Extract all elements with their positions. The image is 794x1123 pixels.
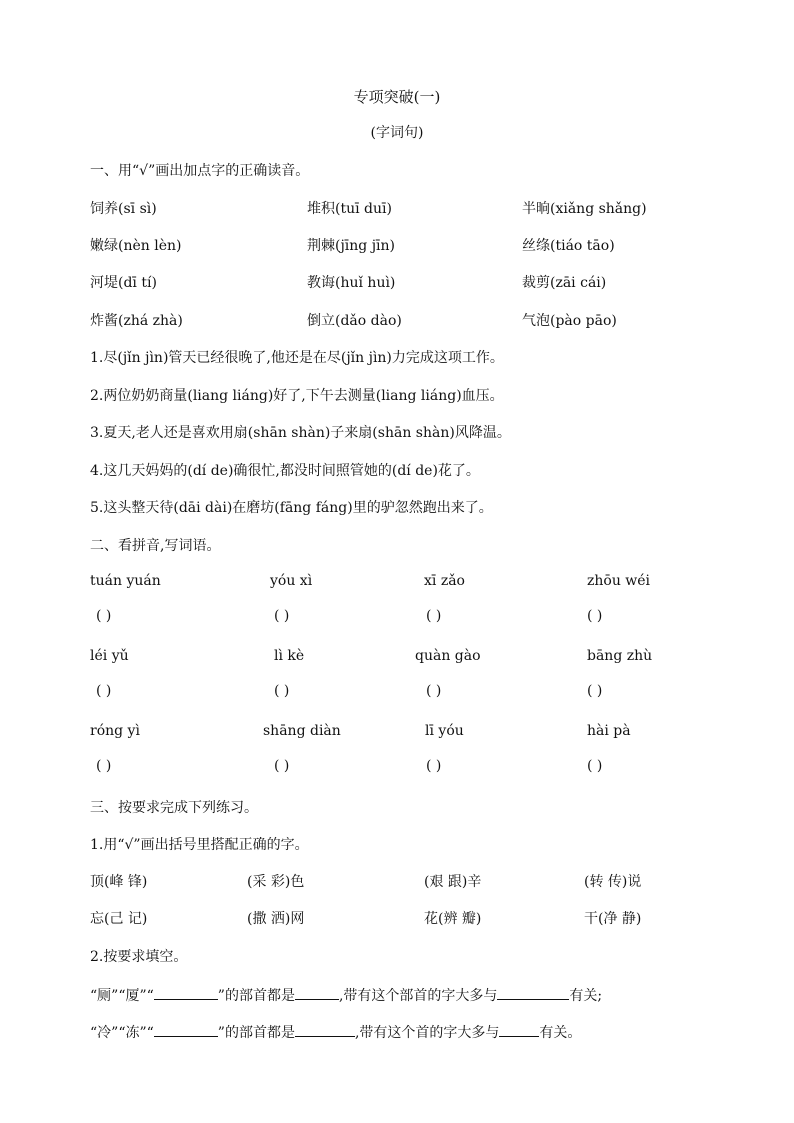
fill-text: ,带有这个首的字大多与 <box>354 1025 500 1041</box>
pinyin-item: quàn gào <box>415 648 481 664</box>
page-title: 专项突破(一) <box>353 88 441 106</box>
pinyin-row <box>90 648 730 668</box>
pronunciation-row <box>90 310 730 330</box>
fill-blank[interactable] <box>499 1022 539 1037</box>
pronunciation-item: 气泡(pào pāo) <box>522 313 617 329</box>
answer-blank[interactable]: ( ) <box>96 758 112 774</box>
answer-blank[interactable]: ( ) <box>587 608 603 624</box>
pinyin-item: léi yǔ <box>90 648 129 664</box>
section3-heading: 三、按要求完成下列练习。 <box>90 800 258 816</box>
pinyin-item: tuán yuán <box>90 573 161 589</box>
answer-blank[interactable]: ( ) <box>426 608 442 624</box>
fill-text: “厕”“厦”“ <box>90 988 154 1004</box>
pinyin-item: shāng diàn <box>263 723 341 739</box>
pronunciation-item: 嫩绿(nèn lèn) <box>90 238 182 254</box>
section1-heading: 一、用“√”画出加点字的正确读音。 <box>90 163 310 179</box>
pinyin-row <box>90 723 730 743</box>
pronunciation-item: 荆棘(jīng jīn) <box>307 238 396 254</box>
word-choice-row <box>90 871 730 891</box>
page-subtitle: (字词句) <box>370 125 424 141</box>
answer-blank[interactable]: ( ) <box>426 683 442 699</box>
fill-text: ,带有这个部首的字大多与 <box>338 988 498 1004</box>
pronunciation-item: 裁剪(zāi cái) <box>522 275 607 291</box>
pinyin-row <box>90 573 730 593</box>
sentence-3: 3.夏天,老人还是喜欢用扇(shān shàn)子来扇(shān shàn)风降温。 <box>90 425 511 441</box>
section2-heading: 二、看拼音,写词语。 <box>90 538 221 554</box>
answer-blank[interactable]: ( ) <box>274 758 290 774</box>
pinyin-item: zhōu wéi <box>587 573 651 589</box>
word-choice-row <box>90 908 730 928</box>
answer-row <box>90 758 730 778</box>
pronunciation-item: 教诲(huǐ huì) <box>307 275 396 291</box>
answer-blank[interactable]: ( ) <box>587 683 603 699</box>
word-choice-item: (艰 跟)辛 <box>424 874 482 890</box>
answer-blank[interactable]: ( ) <box>274 683 290 699</box>
pronunciation-item: 堆积(tuī duī) <box>307 201 392 217</box>
pinyin-item: yóu xì <box>270 573 313 589</box>
sentence-1: 1.尽(jǐn jìn)管天已经很晚了,他还是在尽(jǐn jìn)力完成这项工作。 <box>90 350 504 366</box>
sentence-4: 4.这几天妈妈的(dí de)确很忙,都没时间照管她的(dí de)花了。 <box>90 463 480 479</box>
fill-blank[interactable] <box>154 1022 218 1037</box>
answer-blank[interactable]: ( ) <box>587 758 603 774</box>
pronunciation-item: 半晌(xiǎng shǎng) <box>522 201 647 217</box>
pronunciation-item: 丝绦(tiáo tāo) <box>522 238 615 254</box>
fill-blank[interactable] <box>295 985 339 1000</box>
word-choice-item: 干(净 静) <box>584 911 642 927</box>
word-choice-item: (撒 洒)网 <box>247 911 305 927</box>
fill-text: 有关; <box>569 988 603 1004</box>
pronunciation-row <box>90 198 730 218</box>
question-2: 2.按要求填空。 <box>90 949 188 965</box>
fill-text: “冷”“冻”“ <box>90 1025 154 1041</box>
fill-blank[interactable] <box>295 1022 355 1037</box>
sentence-2: 2.两位奶奶商量(liang liáng)好了,下午去测量(liang liáng)血压。 <box>90 388 504 404</box>
answer-blank[interactable]: ( ) <box>96 608 112 624</box>
pronunciation-row <box>90 235 730 255</box>
word-choice-item: (转 传)说 <box>584 874 642 890</box>
pinyin-item: bāng zhù <box>587 648 653 664</box>
question-1: 1.用“√”画出括号里搭配正确的字。 <box>90 837 309 853</box>
pinyin-item: lī yóu <box>425 723 464 739</box>
pronunciation-item: 倒立(dǎo dào) <box>307 313 402 329</box>
fill-text: ”的部首都是 <box>217 988 295 1004</box>
pronunciation-item: 炸酱(zhá zhà) <box>90 313 183 329</box>
pronunciation-item: 河堤(dī tí) <box>90 275 157 291</box>
answer-blank[interactable]: ( ) <box>96 683 112 699</box>
pinyin-item: hài pà <box>587 723 631 739</box>
word-choice-item: 忘(己 记) <box>90 911 148 927</box>
answer-row <box>90 683 730 703</box>
sentence-5: 5.这头整天待(dāi dài)在磨坊(fāng fáng)里的驴忽然跑出来了。 <box>90 500 493 516</box>
fill-text: ”的部首都是 <box>217 1025 295 1041</box>
pinyin-item: lì kè <box>274 648 305 664</box>
pinyin-item: róng yì <box>90 723 140 739</box>
answer-row <box>90 608 730 628</box>
pronunciation-item: 饲养(sī sì) <box>90 201 157 217</box>
fill-blank[interactable] <box>154 985 218 1000</box>
pinyin-item: xī zǎo <box>424 573 465 589</box>
pronunciation-row <box>90 272 730 292</box>
fill-text: 有关。 <box>539 1025 582 1041</box>
word-choice-item: (采 彩)色 <box>247 874 305 890</box>
word-choice-item: 花(辨 瓣) <box>424 911 482 927</box>
fill-blank[interactable] <box>497 985 569 1000</box>
word-choice-item: 顶(峰 锋) <box>90 874 148 890</box>
answer-blank[interactable]: ( ) <box>274 608 290 624</box>
fill-line-1 <box>90 985 602 1005</box>
fill-line-2 <box>90 1022 581 1042</box>
answer-blank[interactable]: ( ) <box>426 758 442 774</box>
